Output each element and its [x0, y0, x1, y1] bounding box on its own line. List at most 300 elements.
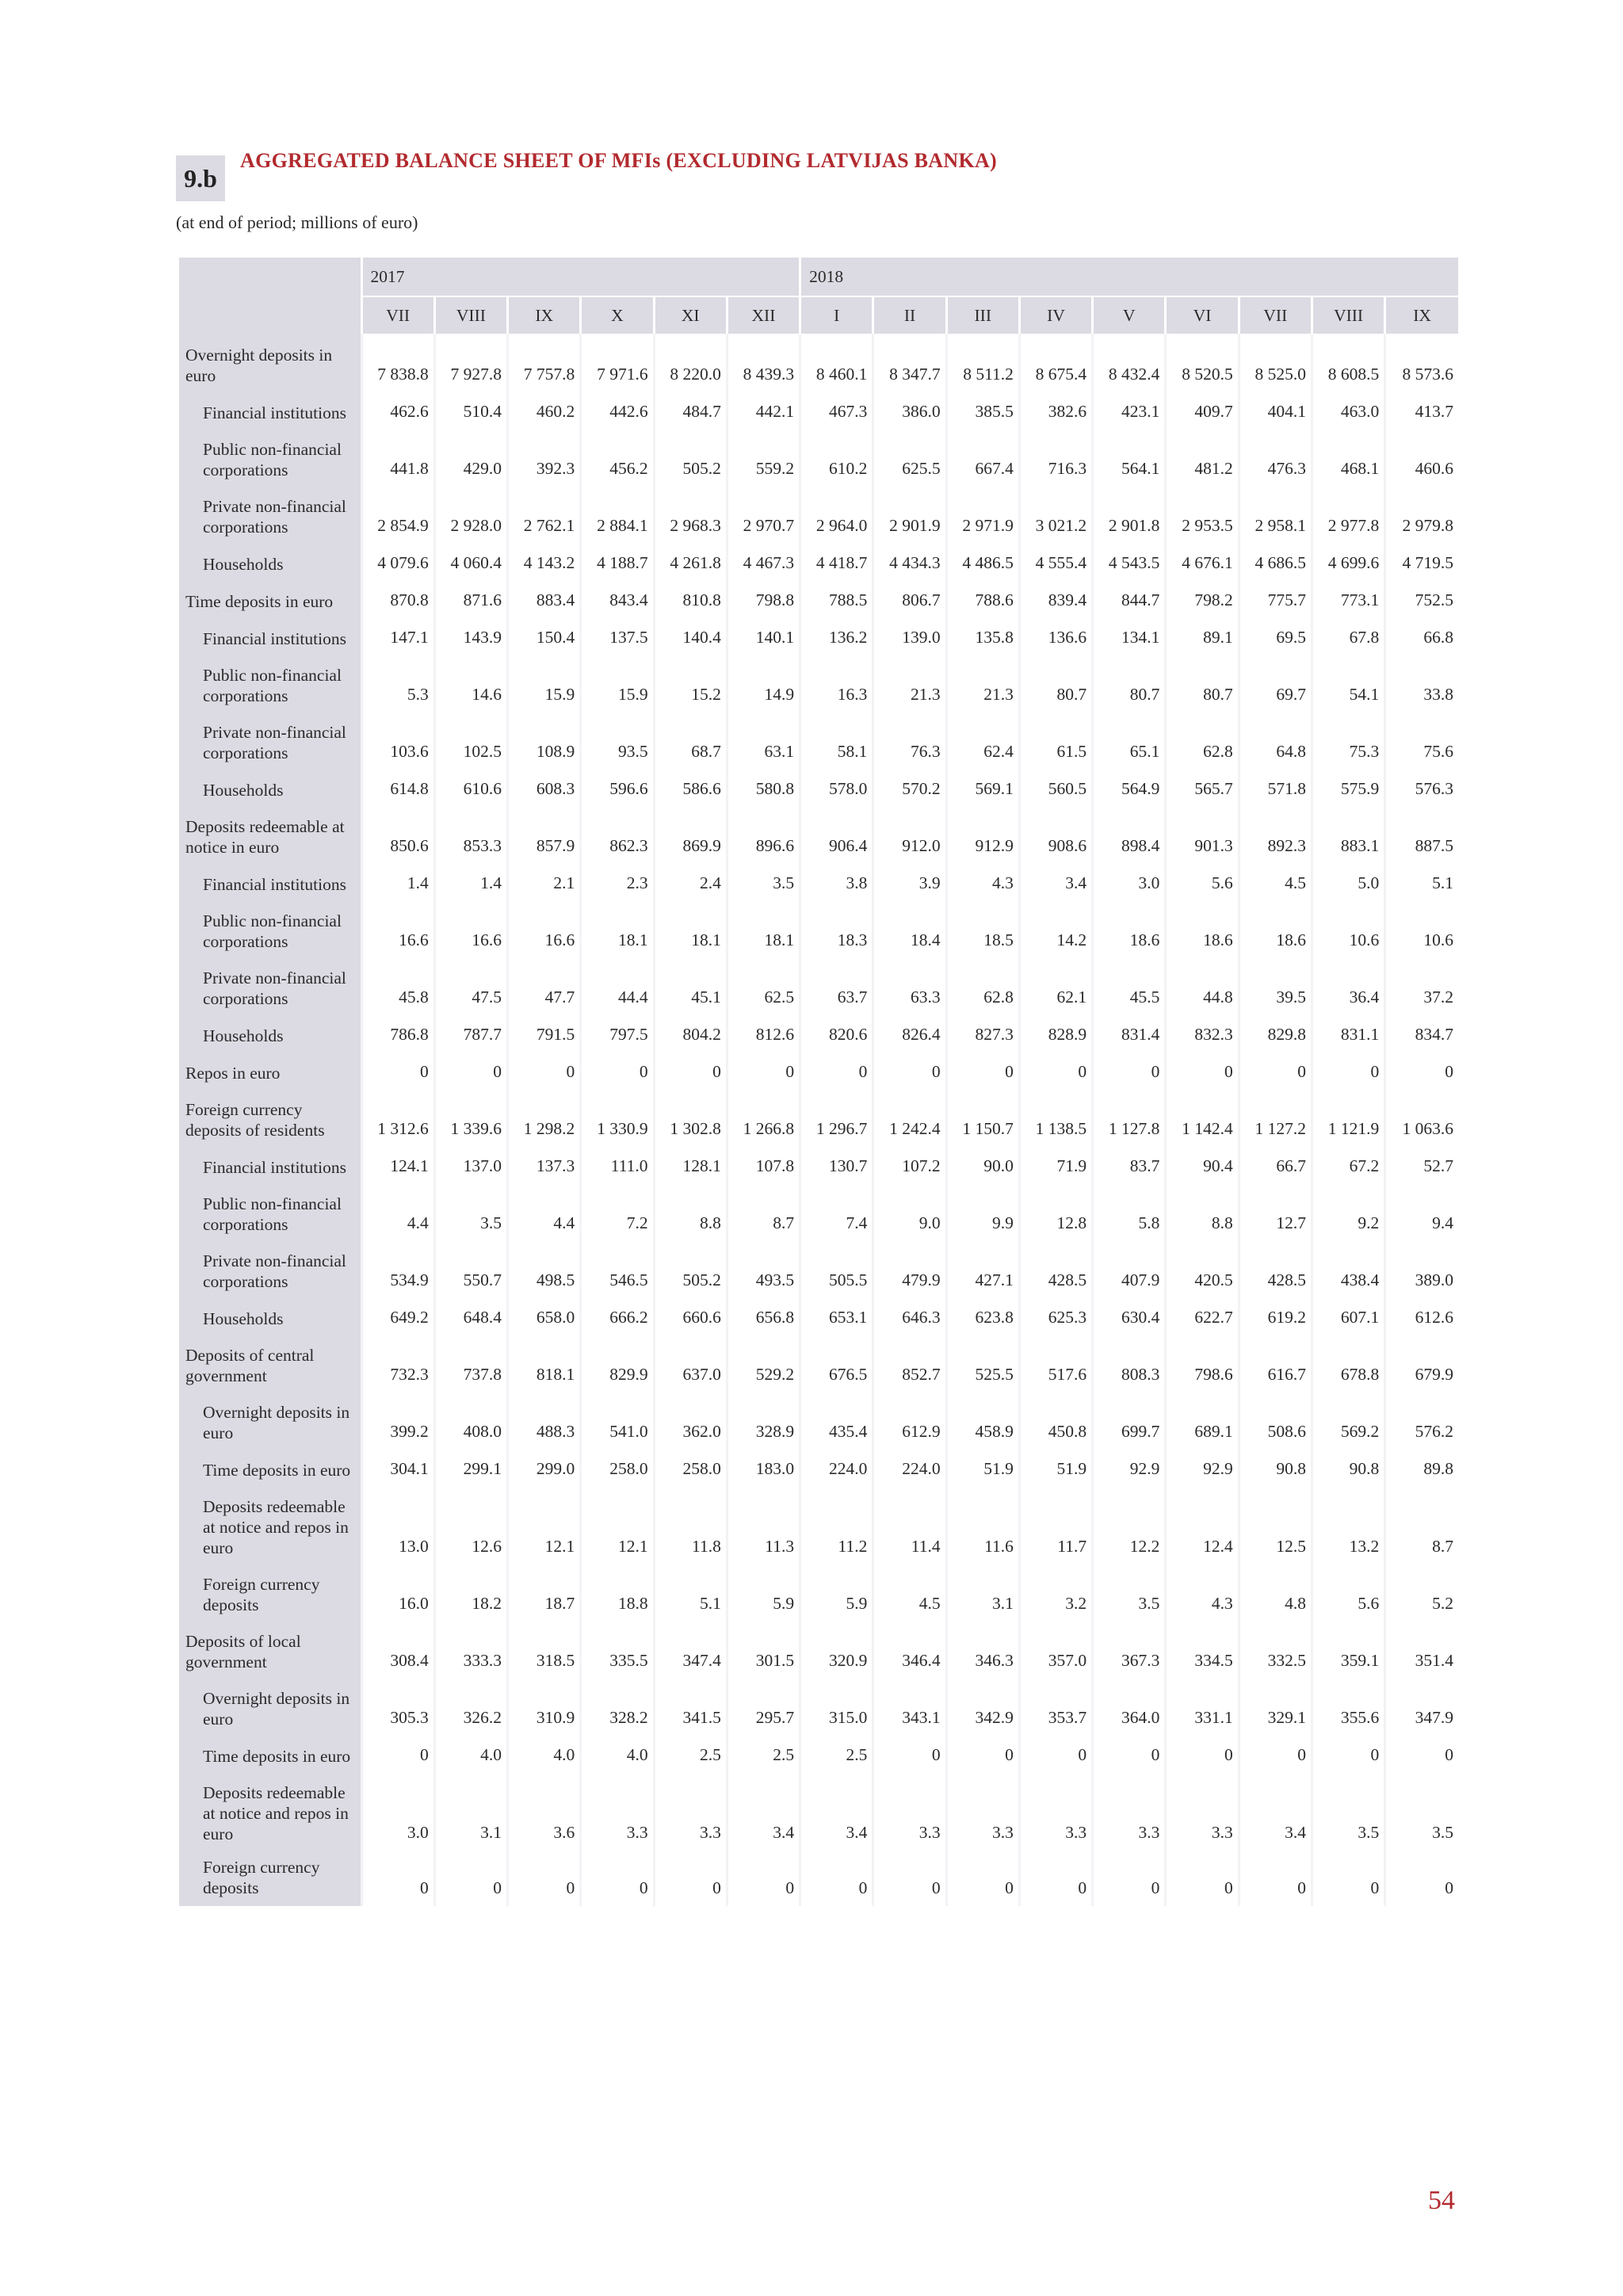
value-cell: 331.1 — [1166, 1677, 1239, 1734]
value-cell: 18.1 — [727, 900, 800, 957]
value-cell: 3.3 — [1166, 1771, 1239, 1849]
value-cell: 326.2 — [434, 1677, 507, 1734]
value-cell: 51.9 — [946, 1448, 1019, 1485]
value-cell: 4 555.4 — [1019, 542, 1092, 579]
value-cell: 18.5 — [946, 900, 1019, 957]
value-cell: 21.3 — [873, 654, 946, 711]
value-cell: 18.3 — [800, 900, 873, 957]
value-cell: 804.2 — [654, 1014, 727, 1051]
value-cell: 788.5 — [800, 579, 873, 617]
value-cell: 4 467.3 — [727, 542, 800, 579]
value-cell: 0 — [1166, 1734, 1239, 1771]
value-cell: 564.9 — [1093, 768, 1166, 805]
value-cell: 908.6 — [1019, 805, 1092, 862]
value-cell: 2 971.9 — [946, 485, 1019, 542]
table-row — [179, 1334, 1458, 1391]
value-cell: 62.1 — [1019, 957, 1092, 1014]
value-cell: 334.5 — [1166, 1620, 1239, 1677]
value-cell: 3.5 — [434, 1182, 507, 1240]
value-cell: 2 964.0 — [800, 485, 873, 542]
value-cell: 798.2 — [1166, 579, 1239, 617]
value-cell: 649.2 — [361, 1297, 434, 1334]
value-cell: 3.1 — [946, 1563, 1019, 1620]
month-header: IV — [1019, 296, 1092, 334]
value-cell: 320.9 — [800, 1620, 873, 1677]
value-cell: 362.0 — [654, 1391, 727, 1448]
value-cell: 1 142.4 — [1166, 1088, 1239, 1145]
value-cell: 906.4 — [800, 805, 873, 862]
value-cell: 4.0 — [508, 1734, 581, 1771]
value-cell: 399.2 — [361, 1391, 434, 1448]
value-cell: 4 699.6 — [1312, 542, 1384, 579]
row-label: Time deposits in euro — [179, 1448, 361, 1485]
table-row — [179, 1849, 1458, 1906]
value-cell: 560.5 — [1019, 768, 1092, 805]
value-cell: 64.8 — [1239, 711, 1312, 768]
value-cell: 8 220.0 — [654, 334, 727, 391]
value-cell: 355.6 — [1312, 1677, 1384, 1734]
value-cell: 408.0 — [434, 1391, 507, 1448]
row-label: Financial institutions — [179, 391, 361, 428]
table-row — [179, 900, 1458, 957]
value-cell: 578.0 — [800, 768, 873, 805]
value-cell: 831.4 — [1093, 1014, 1166, 1051]
value-cell: 622.7 — [1166, 1297, 1239, 1334]
value-cell: 137.3 — [508, 1145, 581, 1182]
value-cell: 4 143.2 — [508, 542, 581, 579]
value-cell: 4 676.1 — [1166, 542, 1239, 579]
value-cell: 89.8 — [1385, 1448, 1458, 1485]
value-cell: 870.8 — [361, 579, 434, 617]
value-cell: 5.9 — [800, 1563, 873, 1620]
month-header: VIII — [434, 296, 507, 334]
value-cell: 887.5 — [1385, 805, 1458, 862]
value-cell: 5.9 — [727, 1563, 800, 1620]
value-cell: 4 079.6 — [361, 542, 434, 579]
value-cell: 18.1 — [581, 900, 654, 957]
value-cell: 12.8 — [1019, 1182, 1092, 1240]
value-cell: 1 296.7 — [800, 1088, 873, 1145]
value-cell: 4 418.7 — [800, 542, 873, 579]
value-cell: 493.5 — [727, 1240, 800, 1297]
value-cell: 343.1 — [873, 1677, 946, 1734]
value-cell: 107.2 — [873, 1145, 946, 1182]
value-cell: 14.9 — [727, 654, 800, 711]
value-cell: 18.2 — [434, 1563, 507, 1620]
value-cell: 625.3 — [1019, 1297, 1092, 1334]
row-label: Time deposits in euro — [179, 579, 361, 617]
value-cell: 716.3 — [1019, 428, 1092, 485]
value-cell: 147.1 — [361, 617, 434, 654]
value-cell: 124.1 — [361, 1145, 434, 1182]
value-cell: 18.4 — [873, 900, 946, 957]
value-cell: 12.6 — [434, 1485, 507, 1563]
value-cell: 2 928.0 — [434, 485, 507, 542]
value-cell: 3.5 — [727, 862, 800, 900]
value-cell: 90.0 — [946, 1145, 1019, 1182]
value-cell: 137.5 — [581, 617, 654, 654]
table-body — [179, 334, 1458, 1906]
value-cell: 8.8 — [1166, 1182, 1239, 1240]
balance-sheet-table — [179, 258, 1458, 1906]
value-cell: 798.6 — [1166, 1334, 1239, 1391]
value-cell: 441.8 — [361, 428, 434, 485]
value-cell: 541.0 — [581, 1391, 654, 1448]
value-cell: 2 953.5 — [1166, 485, 1239, 542]
value-cell: 305.3 — [361, 1677, 434, 1734]
table-row — [179, 1771, 1458, 1849]
value-cell: 13.2 — [1312, 1485, 1384, 1563]
value-cell: 45.5 — [1093, 957, 1166, 1014]
value-cell: 347.9 — [1385, 1677, 1458, 1734]
value-cell: 576.3 — [1385, 768, 1458, 805]
table-row — [179, 805, 1458, 862]
value-cell: 67.8 — [1312, 617, 1384, 654]
value-cell: 3.4 — [727, 1771, 800, 1849]
value-cell: 569.2 — [1312, 1391, 1384, 1448]
table-row — [179, 542, 1458, 579]
value-cell: 450.8 — [1019, 1391, 1092, 1448]
value-cell: 570.2 — [873, 768, 946, 805]
value-cell: 3.4 — [1019, 862, 1092, 900]
value-cell: 1 150.7 — [946, 1088, 1019, 1145]
value-cell: 0 — [946, 1849, 1019, 1906]
value-cell: 660.6 — [654, 1297, 727, 1334]
value-cell: 4.4 — [361, 1182, 434, 1240]
value-cell: 7.2 — [581, 1182, 654, 1240]
value-cell: 3.1 — [434, 1771, 507, 1849]
value-cell: 569.1 — [946, 768, 1019, 805]
value-cell: 52.7 — [1385, 1145, 1458, 1182]
value-cell: 1.4 — [361, 862, 434, 900]
row-label: Households — [179, 1297, 361, 1334]
value-cell: 810.8 — [654, 579, 727, 617]
value-cell: 15.9 — [581, 654, 654, 711]
value-cell: 625.5 — [873, 428, 946, 485]
value-cell: 787.7 — [434, 1014, 507, 1051]
value-cell: 529.2 — [727, 1334, 800, 1391]
value-cell: 4 261.8 — [654, 542, 727, 579]
value-cell: 359.1 — [1312, 1620, 1384, 1677]
value-cell: 844.7 — [1093, 579, 1166, 617]
value-cell: 786.8 — [361, 1014, 434, 1051]
value-cell: 92.9 — [1093, 1448, 1166, 1485]
value-cell: 332.5 — [1239, 1620, 1312, 1677]
value-cell: 468.1 — [1312, 428, 1384, 485]
value-cell: 382.6 — [1019, 391, 1092, 428]
value-cell: 18.1 — [654, 900, 727, 957]
table-row — [179, 334, 1458, 391]
value-cell: 137.0 — [434, 1145, 507, 1182]
table-row — [179, 1182, 1458, 1240]
value-cell: 80.7 — [1166, 654, 1239, 711]
month-header: IX — [1385, 296, 1458, 334]
value-cell: 831.1 — [1312, 1014, 1384, 1051]
value-cell: 8 511.2 — [946, 334, 1019, 391]
value-cell: 1 339.6 — [434, 1088, 507, 1145]
row-label: Repos in euro — [179, 1051, 361, 1088]
value-cell: 299.0 — [508, 1448, 581, 1485]
value-cell: 224.0 — [873, 1448, 946, 1485]
value-cell: 505.2 — [654, 1240, 727, 1297]
section-number-badge: 9.b — [176, 155, 225, 201]
value-cell: 16.0 — [361, 1563, 434, 1620]
table-row — [179, 1448, 1458, 1485]
value-cell: 458.9 — [946, 1391, 1019, 1448]
value-cell: 1 298.2 — [508, 1088, 581, 1145]
value-cell: 5.3 — [361, 654, 434, 711]
value-cell: 619.2 — [1239, 1297, 1312, 1334]
value-cell: 912.0 — [873, 805, 946, 862]
value-cell: 2 970.7 — [727, 485, 800, 542]
value-cell: 462.6 — [361, 391, 434, 428]
value-cell: 329.1 — [1239, 1677, 1312, 1734]
value-cell: 75.3 — [1312, 711, 1384, 768]
value-cell: 0 — [434, 1849, 507, 1906]
value-cell: 820.6 — [800, 1014, 873, 1051]
value-cell: 0 — [1093, 1849, 1166, 1906]
table-row — [179, 1391, 1458, 1448]
value-cell: 2.4 — [654, 862, 727, 900]
value-cell: 15.2 — [654, 654, 727, 711]
value-cell: 2 977.8 — [1312, 485, 1384, 542]
value-cell: 11.4 — [873, 1485, 946, 1563]
value-cell: 667.4 — [946, 428, 1019, 485]
value-cell: 0 — [361, 1849, 434, 1906]
value-cell: 3.4 — [800, 1771, 873, 1849]
row-label: Public non-financial corporations — [179, 1182, 361, 1240]
value-cell: 0 — [800, 1051, 873, 1088]
value-cell: 637.0 — [654, 1334, 727, 1391]
value-cell: 576.2 — [1385, 1391, 1458, 1448]
value-cell: 4 719.5 — [1385, 542, 1458, 579]
value-cell: 2 958.1 — [1239, 485, 1312, 542]
value-cell: 610.2 — [800, 428, 873, 485]
value-cell: 8 432.4 — [1093, 334, 1166, 391]
value-cell: 12.7 — [1239, 1182, 1312, 1240]
value-cell: 62.5 — [727, 957, 800, 1014]
value-cell: 0 — [1312, 1051, 1384, 1088]
value-cell: 4.0 — [434, 1734, 507, 1771]
value-cell: 4 188.7 — [581, 542, 654, 579]
value-cell: 11.7 — [1019, 1485, 1092, 1563]
value-cell: 3.0 — [361, 1771, 434, 1849]
value-cell: 832.3 — [1166, 1014, 1239, 1051]
value-cell: 357.0 — [1019, 1620, 1092, 1677]
value-cell: 826.4 — [873, 1014, 946, 1051]
value-cell: 427.1 — [946, 1240, 1019, 1297]
row-label: Deposits of central government — [179, 1334, 361, 1391]
value-cell: 18.6 — [1093, 900, 1166, 957]
value-cell: 258.0 — [654, 1448, 727, 1485]
table-row — [179, 1145, 1458, 1182]
value-cell: 678.8 — [1312, 1334, 1384, 1391]
value-cell: 1 330.9 — [581, 1088, 654, 1145]
value-cell: 3.4 — [1239, 1771, 1312, 1849]
value-cell: 0 — [1019, 1051, 1092, 1088]
table-row — [179, 711, 1458, 768]
value-cell: 498.5 — [508, 1240, 581, 1297]
value-cell: 3.6 — [508, 1771, 581, 1849]
value-cell: 62.8 — [1166, 711, 1239, 768]
value-cell: 510.4 — [434, 391, 507, 428]
value-cell: 912.9 — [946, 805, 1019, 862]
value-cell: 869.9 — [654, 805, 727, 862]
month-header: VII — [361, 296, 434, 334]
value-cell: 128.1 — [654, 1145, 727, 1182]
table-row — [179, 617, 1458, 654]
value-cell: 843.4 — [581, 579, 654, 617]
value-cell: 484.7 — [654, 391, 727, 428]
value-cell: 3.0 — [1093, 862, 1166, 900]
value-cell: 898.4 — [1093, 805, 1166, 862]
table-header — [179, 258, 1458, 334]
row-label: Overnight deposits in euro — [179, 1677, 361, 1734]
value-cell: 15.9 — [508, 654, 581, 711]
value-cell: 0 — [654, 1051, 727, 1088]
value-cell: 732.3 — [361, 1334, 434, 1391]
header-corner — [179, 258, 361, 334]
value-cell: 0 — [946, 1051, 1019, 1088]
value-cell: 0 — [873, 1734, 946, 1771]
value-cell: 3.5 — [1312, 1771, 1384, 1849]
value-cell: 385.5 — [946, 391, 1019, 428]
value-cell: 295.7 — [727, 1677, 800, 1734]
value-cell: 0 — [581, 1849, 654, 1906]
value-cell: 2 854.9 — [361, 485, 434, 542]
value-cell: 18.6 — [1239, 900, 1312, 957]
value-cell: 429.0 — [434, 428, 507, 485]
value-cell: 108.9 — [508, 711, 581, 768]
row-label: Households — [179, 768, 361, 805]
value-cell: 828.9 — [1019, 1014, 1092, 1051]
value-cell: 0 — [581, 1051, 654, 1088]
value-cell: 21.3 — [946, 654, 1019, 711]
value-cell: 12.1 — [581, 1485, 654, 1563]
value-cell: 328.2 — [581, 1677, 654, 1734]
month-header: III — [946, 296, 1019, 334]
value-cell: 18.7 — [508, 1563, 581, 1620]
table-row — [179, 1240, 1458, 1297]
value-cell: 299.1 — [434, 1448, 507, 1485]
value-cell: 607.1 — [1312, 1297, 1384, 1334]
value-cell: 808.3 — [1093, 1334, 1166, 1391]
row-label: Private non-financial corporations — [179, 711, 361, 768]
value-cell: 612.9 — [873, 1391, 946, 1448]
value-cell: 301.5 — [727, 1620, 800, 1677]
value-cell: 5.6 — [1166, 862, 1239, 900]
value-cell: 7 971.6 — [581, 334, 654, 391]
value-cell: 883.1 — [1312, 805, 1384, 862]
value-cell: 463.0 — [1312, 391, 1384, 428]
value-cell: 653.1 — [800, 1297, 873, 1334]
value-cell: 150.4 — [508, 617, 581, 654]
value-cell: 4.5 — [873, 1563, 946, 1620]
value-cell: 5.6 — [1312, 1563, 1384, 1620]
value-cell: 699.7 — [1093, 1391, 1166, 1448]
value-cell: 2 762.1 — [508, 485, 581, 542]
row-label: Public non-financial corporations — [179, 428, 361, 485]
value-cell: 8 608.5 — [1312, 334, 1384, 391]
month-header: VIII — [1312, 296, 1384, 334]
value-cell: 3 021.2 — [1019, 485, 1092, 542]
value-cell: 107.8 — [727, 1145, 800, 1182]
row-label: Deposits redeemable at notice and repos in euro — [179, 1485, 361, 1563]
value-cell: 571.8 — [1239, 768, 1312, 805]
value-cell: 347.4 — [654, 1620, 727, 1677]
value-cell: 62.4 — [946, 711, 1019, 768]
table-row — [179, 428, 1458, 485]
value-cell: 676.5 — [800, 1334, 873, 1391]
value-cell: 2 901.8 — [1093, 485, 1166, 542]
value-cell: 335.5 — [581, 1620, 654, 1677]
table-row — [179, 1734, 1458, 1771]
value-cell: 66.7 — [1239, 1145, 1312, 1182]
month-header: XII — [727, 296, 800, 334]
value-cell: 0 — [508, 1051, 581, 1088]
value-cell: 66.8 — [1385, 617, 1458, 654]
value-cell: 752.5 — [1385, 579, 1458, 617]
value-cell: 0 — [361, 1734, 434, 1771]
value-cell: 564.1 — [1093, 428, 1166, 485]
value-cell: 111.0 — [581, 1145, 654, 1182]
value-cell: 0 — [1019, 1734, 1092, 1771]
table-row — [179, 862, 1458, 900]
value-cell: 58.1 — [800, 711, 873, 768]
value-cell: 616.7 — [1239, 1334, 1312, 1391]
value-cell: 409.7 — [1166, 391, 1239, 428]
month-header: V — [1093, 296, 1166, 334]
value-cell: 16.6 — [508, 900, 581, 957]
value-cell: 65.1 — [1093, 711, 1166, 768]
value-cell: 666.2 — [581, 1297, 654, 1334]
value-cell: 0 — [1312, 1734, 1384, 1771]
value-cell: 534.9 — [361, 1240, 434, 1297]
value-cell: 342.9 — [946, 1677, 1019, 1734]
value-cell: 648.4 — [434, 1297, 507, 1334]
table-row — [179, 391, 1458, 428]
month-header: II — [873, 296, 946, 334]
value-cell: 0 — [1239, 1849, 1312, 1906]
value-cell: 8 460.1 — [800, 334, 873, 391]
row-label: Deposits redeemable at notice in euro — [179, 805, 361, 862]
value-cell: 71.9 — [1019, 1145, 1092, 1182]
value-cell: 8 675.4 — [1019, 334, 1092, 391]
value-cell: 9.4 — [1385, 1182, 1458, 1240]
value-cell: 812.6 — [727, 1014, 800, 1051]
value-cell: 7 927.8 — [434, 334, 507, 391]
value-cell: 315.0 — [800, 1677, 873, 1734]
value-cell: 386.0 — [873, 391, 946, 428]
value-cell: 39.5 — [1239, 957, 1312, 1014]
value-cell: 420.5 — [1166, 1240, 1239, 1297]
value-cell: 3.3 — [1093, 1771, 1166, 1849]
section-title: AGGREGATED BALANCE SHEET OF MFIs (EXCLUDING LATVIJAS BANKA) — [240, 149, 998, 172]
value-cell: 505.5 — [800, 1240, 873, 1297]
value-cell: 467.3 — [800, 391, 873, 428]
value-cell: 9.2 — [1312, 1182, 1384, 1240]
value-cell: 0 — [1385, 1051, 1458, 1088]
value-cell: 130.7 — [800, 1145, 873, 1182]
value-cell: 54.1 — [1312, 654, 1384, 711]
value-cell: 8 520.5 — [1166, 334, 1239, 391]
value-cell: 47.7 — [508, 957, 581, 1014]
row-label: Foreign currency deposits — [179, 1849, 361, 1906]
value-cell: 83.7 — [1093, 1145, 1166, 1182]
value-cell: 2 979.8 — [1385, 485, 1458, 542]
value-cell: 4 060.4 — [434, 542, 507, 579]
value-cell: 3.9 — [873, 862, 946, 900]
